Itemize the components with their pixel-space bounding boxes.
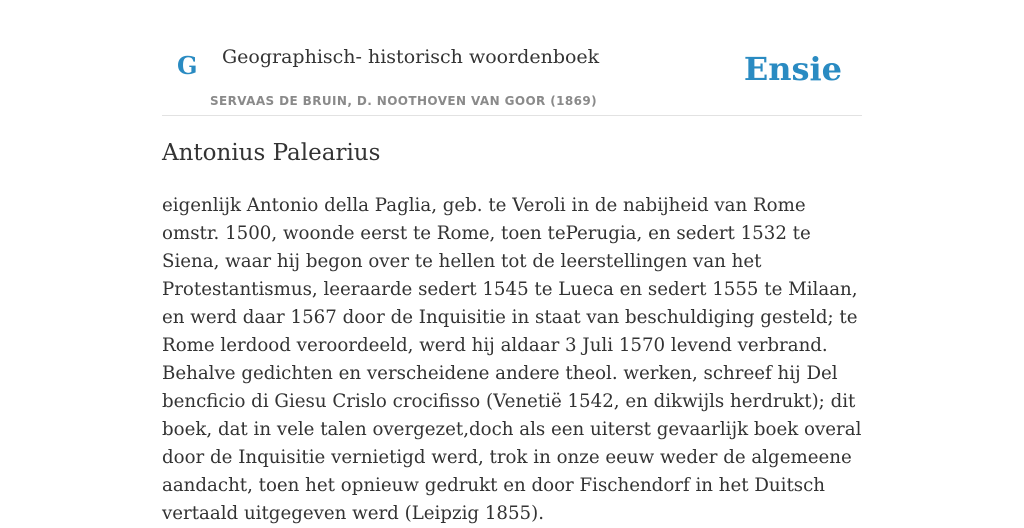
ensie-brand-link[interactable]: Ensie <box>743 50 842 88</box>
entry-title: Antonius Palearius <box>162 140 381 166</box>
dictionary-author: SERVAAS DE BRUIN, D. NOOTHOVEN VAN GOOR (1869) <box>210 94 598 108</box>
dictionary-header <box>162 0 862 116</box>
entry-body: eigenlijk Antonio della Paglia, geb. te Veroli in de nabijheid van Rome omstr. 1500, woonde eerst te Rome, toen tePerugia, en sedert 1532 te Siena, waar hij begon over te hellen tot de leerstellingen van het Protestantismus, leeraarde sedert 1545 te Lueca en sedert 1555 te Milaan, en werd daar 1567 door de Inquisitie in staat van beschuldiging gesteld; te Rome lerdood veroordeeld, werd hij aldaar 3 Juli 1570 levend verbrand. Behalve gedichten en verscheidene andere theol. werken, schreef hij Del bencficio di Giesu Crislo crocifisso (Venetië 1542, en dikwijls herdrukt); dit boek, dat in vele talen overgezet,doch als een uiterst gevaarlijk boek overal door de Inquisitie vernietigd werd, trok in onze eeuw weder de algemeene aandacht, toen het opnieuw gedrukt en door Fischendorf in het Duitsch vertaald uitgegeven werd (Leipzig 1855). <box>162 195 862 524</box>
content-container <box>162 0 862 524</box>
dictionary-logo-icon[interactable]: G <box>177 51 198 80</box>
dictionary-title-link[interactable]: Geographisch- historisch woordenboek <box>222 46 600 68</box>
